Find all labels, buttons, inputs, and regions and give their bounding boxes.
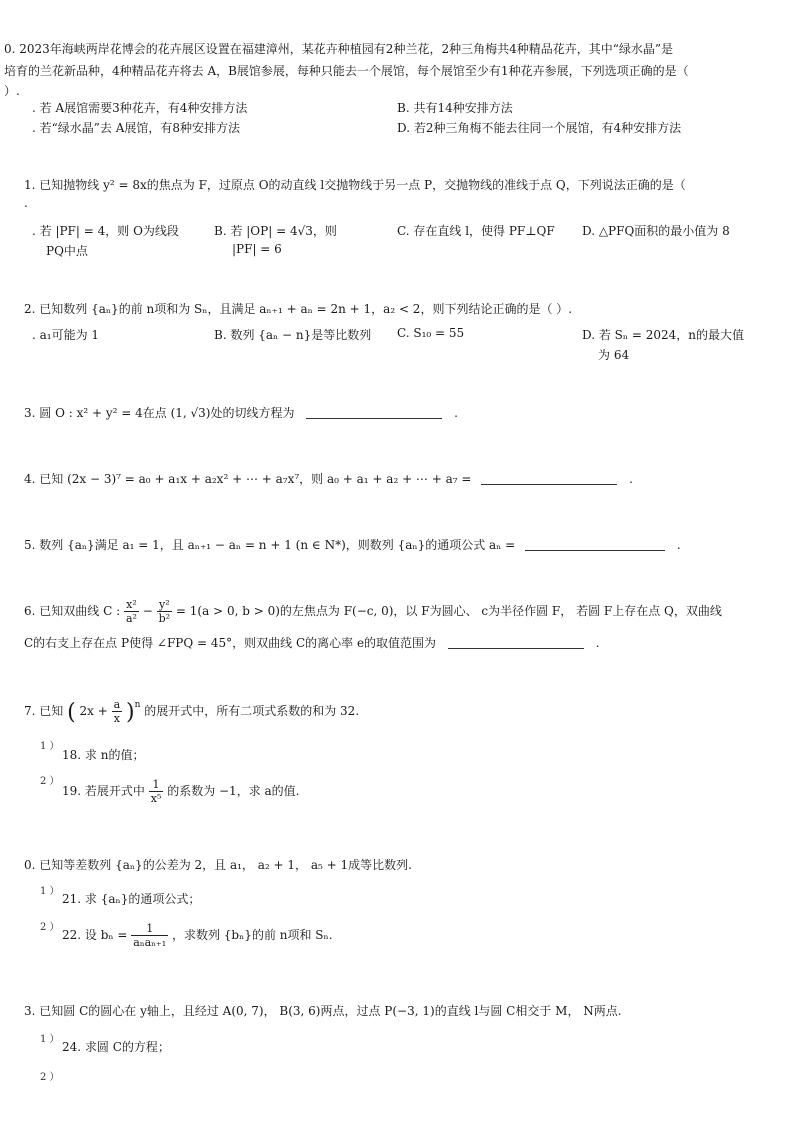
q17-part2-num: 1 [149,778,164,792]
q10-option-d: D. 若2种三角梅不能去往同一个展馆，有4种安排方法 [397,121,682,135]
q17-part2-fraction [149,778,164,805]
q16-stem-line1 [24,598,722,625]
q20-part2-index: 2 ） [40,922,60,933]
q12-option-d-line1: D. 若 Sₙ = 2024，n的最大值 [582,328,745,342]
q11-option-b-line2: |PF| = 6 [232,242,282,256]
q16-fraction-y [157,598,172,625]
q20-part2-num: 1 [131,922,168,936]
q14-end: . [629,472,633,486]
q16-answer-blank[interactable] [448,636,584,649]
q16-stem-line2 [24,634,600,651]
q12-option-d-line2: 为 64 [598,348,630,362]
q16-frac2-num: y² [157,598,172,612]
q11-option-a-line2: PQ中点 [46,244,88,258]
q23-stem: 3. 已知圆 C的圆心在 y轴上，且经过 A(0, 7)， B(3, 6)两点，过点 P(−3, 1)的直线 l与圆 C相交于 M， N两点. [24,1004,622,1018]
q16-end: . [595,636,600,650]
q10-stem-line2: 培育的兰花新品种，4种精品花卉将去 A，B展馆参展，每种只能去一个展馆，每个展馆至少有1种花卉参展，下列选项正确的是（ [4,64,689,78]
q20-part1: 21. 求 {aₙ}的通项公式； [62,892,201,906]
q11-stem-line2: . [24,196,28,210]
q15-text: 5. 数列 {aₙ}满足 a₁ = 1，且 aₙ₊₁ − aₙ = n + 1 (n ∈ N*)，则数列 {aₙ}的通项公式 aₙ = [24,538,516,552]
q14-stem [24,470,633,487]
q17-inner: 2x + [79,704,108,718]
q23-part1-index: 1 ） [40,1034,60,1045]
q15-answer-blank[interactable] [525,538,665,551]
q17-stem [24,698,359,725]
q13-answer-blank[interactable] [306,406,442,419]
q17-post: 的展开式中，所有二项式系数的和为 32. [144,704,360,718]
q17-close-paren: ) [126,700,135,725]
q11-option-c: C. 存在直线 l，使得 PF⊥QF [397,224,555,238]
q13-text: 3. 圆 O : x² + y² = 4在点 (1, √3)处的切线方程为 [24,406,295,420]
q12-option-a: . a₁可能为 1 [32,328,100,342]
q16-frac1-num: x² [124,598,139,612]
q20-part2-fraction [131,922,168,949]
q17-fraction [112,698,123,725]
q16-minus: − [142,604,153,618]
q17-part2 [62,778,299,805]
q20-stem: 0. 已知等差数列 {aₙ}的公差为 2，且 a₁， a₂ + 1， a₅ + 1成等比数列. [24,858,412,872]
q17-frac-num: a [113,698,121,711]
q17-frac-den: x [113,712,121,725]
q15-stem [24,536,681,553]
q11-option-b-line1: B. 若 |OP| = 4√3，则 [214,224,337,238]
q10-option-c: . 若“绿水晶”去 A展馆，有8种安排方法 [32,121,241,135]
q12-stem: 2. 已知数列 {aₙ}的前 n项和为 Sₙ，且满足 aₙ₊₁ + aₙ = 2n + 1，a₂ < 2，则下列结论正确的是（ ）. [24,302,573,316]
q12-option-c: C. S₁₀ = 55 [397,326,465,340]
q16-pre: 6. 已知双曲线 C : [24,604,121,618]
q13-stem [24,404,458,421]
q20-part1-index: 1 ） [40,886,60,897]
q23-part1: 24. 求圆 C的方程； [62,1040,170,1054]
q11-option-d: D. △PFQ面积的最小值为 8 [582,224,730,238]
q10-stem-line3: ）. [4,84,20,98]
q23-part2-index: 2 ） [40,1072,60,1083]
q20-part2-post: ，求数列 {bₙ}的前 n项和 Sₙ. [171,928,333,942]
q16-fraction-x [124,598,139,625]
q13-end: . [454,406,458,420]
q10-option-a: . 若 A展馆需要3种花卉，有4种安排方法 [32,101,248,115]
q16-line2-text: C的右支上存在点 P使得 ∠FPQ = 45°，则双曲线 C的离心率 e的取值范围为 [24,636,437,650]
q17-part2-den: x⁵ [150,792,162,805]
q17-part1: 18. 求 n的值； [62,748,145,762]
q14-text: 4. 已知 (2x − 3)⁷ = a₀ + a₁x + a₂x² + ⋯ + a₇x⁷，则 a₀ + a₁ + a₂ + ⋯ + a₇ = [24,472,472,486]
q10-stem-line1: 0. 2023年海峡两岸花博会的花卉展区设置在福建漳州，某花卉种植园有2种兰花，2种三角梅共4种精品花卉，其中“绿水晶”是 [4,42,673,56]
q15-end: . [676,538,681,552]
q11-option-a-line1: . 若 |PF| = 4，则 O为线段 [32,224,179,238]
q16-frac2-den: b² [158,612,171,625]
q20-part2-pre: 22. 设 bₙ = [62,928,128,942]
q12-option-b: B. 数列 {aₙ − n}是等比数列 [214,328,372,342]
q17-part2-post: 的系数为 −1，求 a的值. [167,784,300,798]
q11-stem-line1: 1. 已知抛物线 y² = 8x的焦点为 F，过原点 O的动直线 l交抛物线于另一点 P，交抛物线的准线于点 Q，下列说法正确的是（ [24,178,686,192]
q17-open-paren: ( [67,700,76,725]
q17-exponent: n [134,700,141,710]
q17-part1-index: 1 ） [40,741,60,752]
q17-pre: 7. 已知 [24,704,64,718]
q14-answer-blank[interactable] [481,472,617,485]
q20-part2-den: aₙaₙ₊₁ [133,936,167,949]
q17-part2-index: 2 ） [40,776,60,787]
q10-option-b: B. 共有14种安排方法 [397,101,513,115]
q16-post: = 1(a > 0, b > 0)的左焦点为 F(−c, 0)，以 F为圆心、 c为半径作圆 F， 若圆 F上存在点 Q，双曲线 [175,604,722,618]
q16-frac1-den: a² [125,612,137,625]
q17-part2-pre: 19. 若展开式中 [62,784,145,798]
q20-part2 [62,922,333,949]
